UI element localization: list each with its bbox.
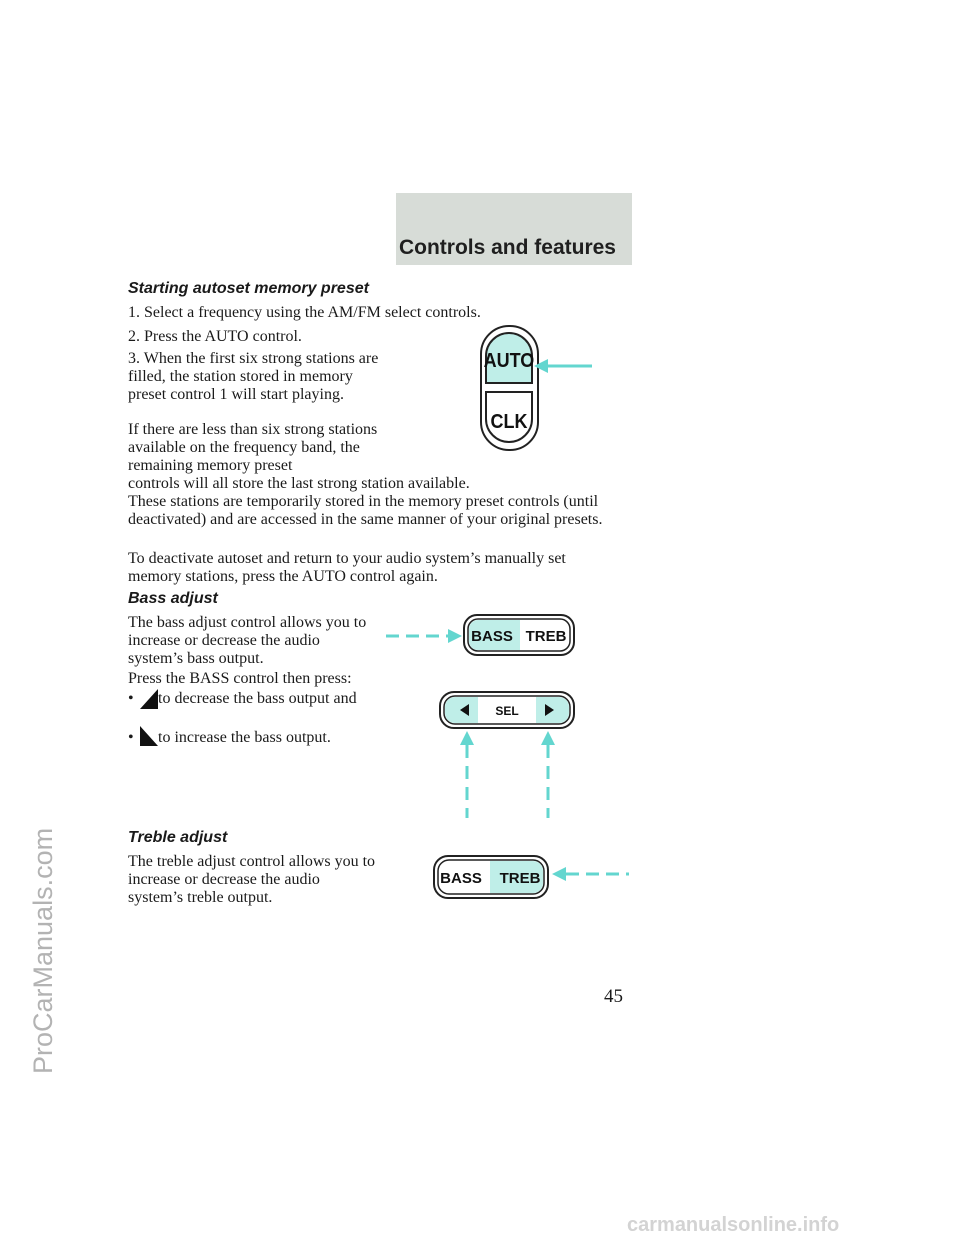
bass-press: Press the BASS control then press: (128, 670, 352, 687)
step-1: 1. Select a frequency using the AM/FM select controls. (128, 304, 481, 321)
auto-clk-button-figure (470, 325, 610, 455)
para-temporary: These stations are temporarily stored in the memory preset controls (until deactivated) and are accessed in the same manner of your original presets. (128, 493, 603, 528)
para-less-stations-cont: controls will all store the last strong station available. (128, 475, 470, 492)
clk-label: CLK (490, 411, 528, 434)
bullet-increase-text: to increase the bass output. (158, 729, 331, 746)
dashed-arrow-head (552, 867, 566, 881)
left-triangle-icon (140, 689, 158, 709)
treb-label: TREB (499, 870, 541, 887)
dashed-arrow-head (448, 629, 462, 643)
treble-intro: The treble adjust control allows you to increase or decrease the audio system’s treble output. (128, 853, 376, 906)
step-2: 2. Press the AUTO control. (128, 328, 302, 345)
heading-autoset: Starting autoset memory preset (128, 280, 369, 297)
sel-rocker-figure (438, 690, 584, 820)
bass-treb-figure-1 (386, 613, 586, 659)
page-header-title: Controls and features (398, 236, 616, 259)
para-less-stations: If there are less than six strong stations available on the frequency band, the remaining memory preset (128, 421, 378, 474)
step-3: 3. When the first six strong stations are filled, the station stored in memory preset control 1 will start playing. (128, 350, 379, 403)
auto-label: AUTO (483, 350, 535, 373)
sel-label: SEL (495, 704, 519, 718)
bullet-dot: • (128, 729, 134, 746)
bass-treb-figure-2 (432, 854, 632, 900)
heading-treble: Treble adjust (128, 829, 228, 846)
bass-label: BASS (471, 628, 513, 645)
bass-intro: The bass adjust control allows you to increase or decrease the audio system’s bass output. (128, 614, 367, 667)
bullet-decrease-text: to decrease the bass output and (158, 690, 357, 707)
footer-url: carmanualsonline.info (627, 1214, 840, 1236)
header-band (396, 193, 632, 265)
side-watermark: ProCarManuals.com (28, 827, 58, 1074)
bullet-dot: • (128, 690, 134, 707)
heading-bass: Bass adjust (128, 590, 218, 607)
up-arrow-left-head (460, 731, 474, 745)
bass-label: BASS (440, 870, 482, 887)
para-deactivate: To deactivate autoset and return to your audio system’s manually set memory stations, press the AUTO control again. (128, 550, 566, 585)
page-number: 45 (604, 986, 623, 1007)
treb-label: TREB (525, 628, 567, 645)
right-triangle-icon (140, 726, 158, 746)
up-arrow-right-head (541, 731, 555, 745)
